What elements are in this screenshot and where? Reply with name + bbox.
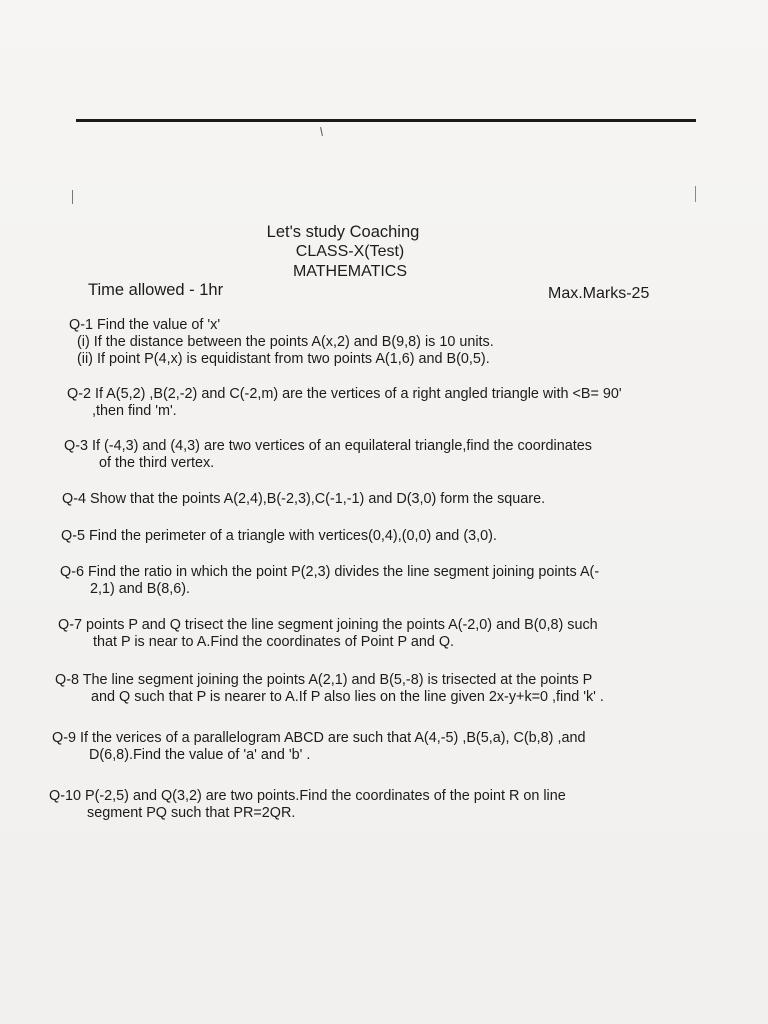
question-2-line-2: ,then find 'm'. (92, 403, 177, 419)
question-7-line-2: that P is near to A.Find the coordinates of Point P and Q. (93, 634, 455, 650)
question-9-line-2: D(6,8).Find the value of 'a' and 'b' . (89, 747, 311, 763)
question-1-line-2: (i) If the distance between the points A(x,2) and B(9,8) is 10 units. (77, 334, 494, 350)
question-4 (62, 491, 545, 508)
question-7-line-1: Q-7 points P and Q trisect the line segment joining the points A(-2,0) and B(0,8) such (58, 617, 598, 633)
pen-tick-mark (320, 127, 323, 136)
question-10-line-1: Q-10 P(-2,5) and Q(3,2) are two points.Find the coordinates of the point R on line (49, 788, 566, 804)
question-2-line-1: Q-2 If A(5,2) ,B(2,-2) and C(-2,m) are the vertices of a right angled triangle with <B= 90' (67, 386, 622, 402)
question-3 (64, 438, 592, 472)
question-3-line-1: Q-3 If (-4,3) and (4,3) are two vertices of an equilateral triangle,find the coordinates (64, 438, 592, 454)
max-marks: Max.Marks-25 (548, 285, 650, 302)
question-5-line-1: Q-5 Find the perimeter of a triangle with vertices(0,4),(0,0) and (3,0). (61, 528, 497, 544)
coaching-name: Let's study Coaching (266, 223, 420, 241)
class-title: CLASS-X(Test) (295, 243, 405, 260)
question-1-line-1: Q-1 Find the value of 'x' (69, 317, 221, 333)
question-10 (49, 788, 566, 822)
right-margin-mark (695, 186, 696, 202)
question-2 (67, 386, 622, 420)
question-8-line-2: and Q such that P is nearer to A.If P also lies on the line given 2x-y+k=0 ,find 'k' . (91, 689, 604, 705)
question-6-line-2: 2,1) and B(8,6). (90, 581, 190, 597)
question-6 (60, 564, 599, 598)
question-4-line-1: Q-4 Show that the points A(2,4),B(-2,3),C(-1,-1) and D(3,0) form the square. (62, 491, 546, 507)
question-10-line-2: segment PQ such that PR=2QR. (87, 805, 296, 821)
question-8 (55, 672, 604, 706)
question-7 (58, 617, 598, 651)
question-6-line-1: Q-6 Find the ratio in which the point P(2,3) divides the line segment joining points A(- (60, 564, 600, 580)
question-8-line-1: Q-8 The line segment joining the points A(2,1) and B(5,-8) is trisected at the points P (55, 672, 593, 688)
question-1 (69, 317, 494, 368)
left-margin-mark (72, 190, 73, 204)
top-rule-divider (76, 119, 696, 122)
time-allowed: Time allowed - 1hr (88, 281, 224, 299)
question-9-line-1: Q-9 If the verices of a parallelogram ABCD are such that A(4,-5) ,B(5,a), C(b,8) ,and (52, 730, 586, 746)
subject-title: MATHEMATICS (292, 263, 408, 280)
question-3-line-2: of the third vertex. (99, 455, 215, 471)
question-9 (52, 730, 586, 764)
question-1-line-3: (ii) If point P(4,x) is equidistant from two points A(1,6) and B(0,5). (77, 351, 490, 367)
question-5 (61, 528, 497, 545)
